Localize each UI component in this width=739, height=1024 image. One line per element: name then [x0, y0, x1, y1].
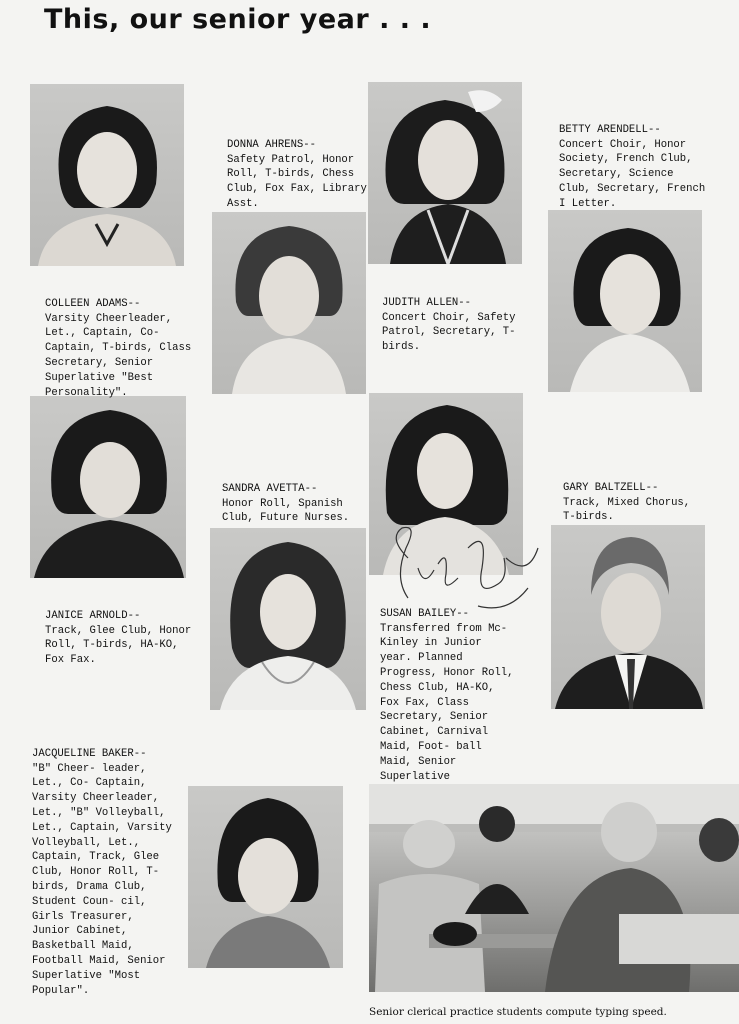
senior-name: JANICE ARNOLD-- [45, 609, 141, 622]
portrait-janice-arnold [30, 396, 186, 578]
senior-name: SUSAN BAILEY-- [380, 607, 470, 620]
portrait-sandra-avetta [210, 528, 366, 710]
portrait-judith-allen-image [368, 82, 522, 264]
senior-name: JACQUELINE BAKER-- [32, 747, 147, 760]
portrait-susan-bailey [369, 393, 523, 575]
senior-name: SANDRA AVETTA-- [222, 482, 318, 495]
portrait-gary-baltzell [551, 525, 705, 709]
senior-name: COLLEEN ADAMS-- [45, 297, 141, 310]
portrait-betty-arendell-image [548, 210, 702, 392]
portrait-gary-baltzell-image [551, 525, 705, 709]
portrait-colleen-adams [30, 84, 184, 266]
caption-judith-allen [382, 281, 527, 355]
caption-janice-arnold [45, 594, 195, 668]
caption-sandra-avetta [222, 467, 362, 526]
caption-betty-arendell [559, 108, 709, 212]
portrait-colleen-adams-image [30, 84, 184, 266]
portrait-judith-allen [368, 82, 522, 264]
portrait-jacqueline-baker-image [188, 786, 343, 968]
caption-donna-ahrens [227, 123, 367, 212]
portrait-donna-ahrens [212, 212, 366, 394]
senior-activities: Transferred from Mc- Kinley in Junior year. Planned Progress, Honor Roll, Chess Club, HA-KO, Fox Fax, Class Secretary, Senior Cabinet, Carnival Maid, Foot- ball Maid, Senior Superlative [380, 622, 514, 783]
caption-jacqueline-baker [32, 732, 172, 998]
portrait-sandra-avetta-image [210, 528, 366, 710]
senior-activities: Track, Mixed Chorus, T-birds. [563, 496, 691, 524]
caption-susan-bailey [380, 592, 518, 799]
portrait-betty-arendell [548, 210, 702, 392]
senior-name: DONNA AHRENS-- [227, 138, 317, 151]
senior-activities: Concert Choir, Honor Society, French Club, Secretary, Science Club, Secretary, French I Letter. [559, 138, 706, 210]
senior-activities: Safety Patrol, Honor Roll, T-birds, Chess Club, Fox Fax, Library Asst. [227, 153, 367, 210]
senior-name: BETTY ARENDELL-- [559, 123, 661, 136]
senior-activities: Track, Glee Club, Honor Roll, T-birds, HA-KO, Fox Fax. [45, 624, 192, 667]
portrait-jacqueline-baker [188, 786, 343, 968]
senior-name: GARY BALTZELL-- [563, 481, 659, 494]
caption-gary-baltzell [563, 466, 703, 525]
classroom-photo-image [369, 784, 739, 992]
classroom-caption: Senior clerical practice students compute typing speed. [369, 1006, 667, 1018]
classroom-photo [369, 784, 739, 992]
portrait-janice-arnold-image [30, 396, 186, 578]
senior-name: JUDITH ALLEN-- [382, 296, 472, 309]
senior-activities: Honor Roll, Spanish Club, Future Nurses. [222, 497, 350, 525]
page-title: This, our senior year . . . [44, 4, 432, 35]
caption-colleen-adams [45, 282, 195, 400]
senior-activities: Concert Choir, Safety Patrol, Secretary, T-birds. [382, 311, 516, 354]
senior-activities: "B" Cheer- leader, Let., Co- Captain, Varsity Cheerleader, Let., "B" Volleyball, Let., Captain, Varsity Volleyball, Let., Captain, Track, Glee Club, Honor Roll, T-birds, Drama Club, Student Coun- cil, Girls Treasurer, Junior Cabinet, Basketball Maid, Football Maid, Senior Superlative "Most Popular". [32, 762, 172, 997]
portrait-susan-bailey-image [369, 393, 523, 575]
senior-activities: Varsity Cheerleader, Let., Captain, Co- Captain, T-birds, Class Secretary, Senior Superlative "Best Personality". [45, 312, 192, 399]
portrait-donna-ahrens-image [212, 212, 366, 394]
